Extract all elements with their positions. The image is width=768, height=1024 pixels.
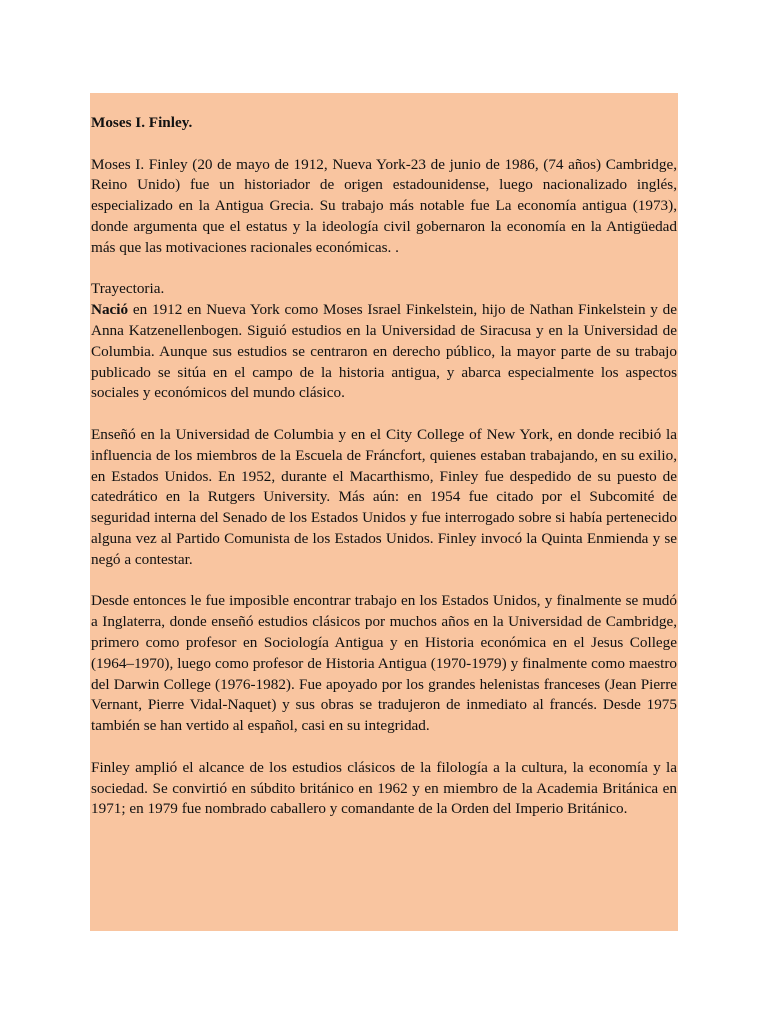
paragraph-lead-word: Nació bbox=[91, 301, 129, 319]
section-heading: Trayectoria. bbox=[91, 280, 165, 298]
intro-paragraph: Moses I. Finley (20 de mayo de 1912, Nueva York-23 de junio de 1986, (74 años) Cambridge, Reino Unido) fue un historiador de origen estadounidense, luego nacionalizado inglés, especializado en la Antigua Grecia. Su trabajo más notable fue La economía antigua (1973), donde argumenta que el estatus y la ideología civil gobernaron la economía en la Antigüedad más que las motivaciones racionales económicas. . bbox=[91, 155, 677, 256]
paragraph-columbia: Enseñó en la Universidad de Columbia y en el City College of New York, en donde recibió la influencia de los miembros de la Escuela de Fráncfort, quienes estaban trabajando, en su exilio, en Estados Unidos. En 1952, durante el Macarthismo, Finley fue despedido de su puesto de catedrático en la Rutgers University. Más aún: en 1954 fue citado por el Subcomité de seguridad interna del Senado de los Estados Unidos y fue interrogado sobre si había pertenecido alguna vez al Partido Comunista de los Estados Unidos. Finley invocó la Quinta Enmienda y se negó a contestar. bbox=[91, 425, 677, 568]
paragraph-birth bbox=[91, 300, 677, 404]
paragraph-birth-text: en 1912 en Nueva York como Moses Israel Finkelstein, hijo de Nathan Finkelstein y de Anna Katzenellenbogen. Siguió estudios en la Universidad de Siracusa y en la Universidad de Columbia. Aunque sus estudios se centraron en derecho público, la mayor parte de su trabajo publicado se sitúa en el campo de la historia antigua, y abarca especialmente los aspectos sociales y económicos del mundo clásico. bbox=[91, 301, 677, 402]
document-body bbox=[90, 93, 678, 931]
paragraph-legacy: Finley amplió el alcance de los estudios clásicos de la filología a la cultura, la economía y la sociedad. Se convirtió en súbdito británico en 1962 y en miembro de la Academia Británica en 1971; en 1979 fue nombrado caballero y comandante de la Orden del Imperio Británico. bbox=[91, 758, 677, 818]
paragraph-cambridge: Desde entonces le fue imposible encontrar trabajo en los Estados Unidos, y finalmente se mudó a Inglaterra, donde enseñó estudios clásicos por muchos años en la Universidad de Cambridge, primero como profesor en Sociología Antigua y en Historia económica en el Jesus College (1964–1970), luego como profesor de Historia Antigua (1970-1979) y finalmente como maestro del Darwin College (1976-1982). Fue apoyado por los grandes helenistas franceses (Jean Pierre Vernant, Pierre Vidal-Naquet) y sus obras se tradujeron de inmediato al francés. Desde 1975 también se han vertido al español, casi en su integridad. bbox=[91, 592, 677, 735]
document-title: Moses I. Finley. bbox=[91, 114, 193, 131]
